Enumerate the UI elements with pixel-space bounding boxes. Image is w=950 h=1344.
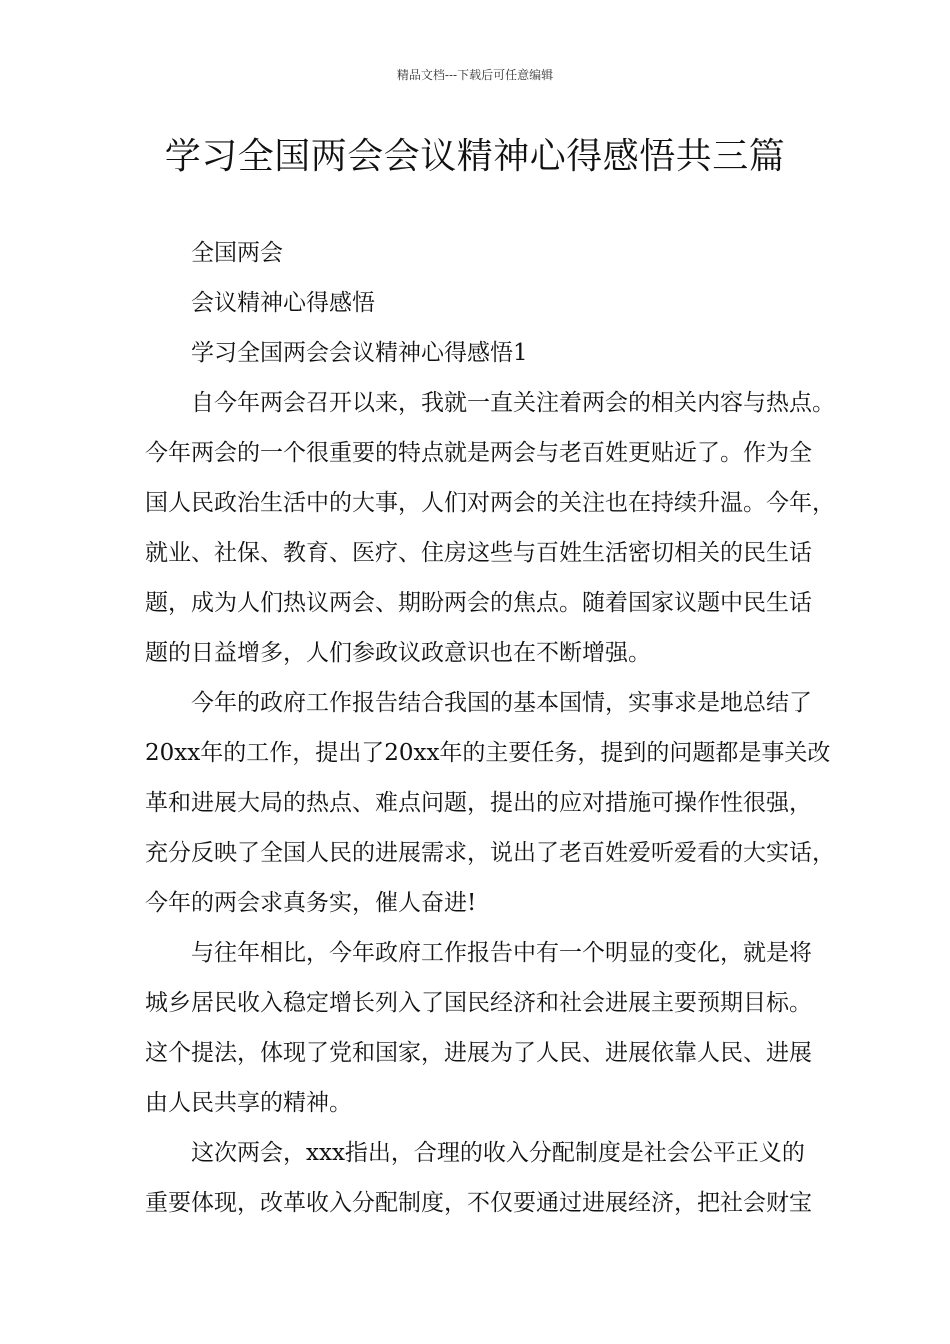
subheading: 会议精神心得感悟 — [191, 290, 375, 316]
paragraph-line: 重要体现，改革收入分配制度，不仅要通过进展经济，把社会财宝 — [145, 1190, 812, 1216]
paragraph-line: 这个提法，体现了党和国家，进展为了人民、进展依靠人民、进展 — [145, 1040, 812, 1066]
subheading: 全国两会 — [191, 240, 283, 266]
paragraph-line: 由人民共享的精神。 — [145, 1090, 352, 1116]
header-note: 精品文档---下载后可任意编辑 — [396, 68, 554, 82]
paragraph-line: 与往年相比，今年政府工作报告中有一个明显的变化，就是将 — [191, 940, 812, 966]
paragraph-line: 就业、社保、教育、医疗、住房这些与百姓生活密切相关的民生话 — [145, 540, 812, 566]
paragraph-line: 今年两会的一个很重要的特点就是两会与老百姓更贴近了。作为全 — [145, 440, 812, 466]
paragraph-line: 今年的两会求真务实，催人奋进! — [145, 890, 477, 916]
paragraph-2 — [145, 678, 835, 928]
paragraph-4 — [145, 1128, 825, 1228]
subheading: 学习全国两会会议精神心得感悟1 — [191, 340, 528, 366]
paragraph-1 — [145, 378, 835, 678]
paragraph-3 — [145, 928, 825, 1128]
paragraph-line: 国人民政治生活中的大事，人们对两会的关注也在持续升温。今年， — [145, 490, 835, 516]
paragraph-line: 20xx年的工作，提出了20xx年的主要任务，提到的问题都是事关改 — [145, 740, 831, 766]
paragraph-line: 今年的政府工作报告结合我国的基本国情，实事求是地总结了 — [191, 690, 812, 716]
paragraph-line: 革和进展大局的热点、难点问题，提出的应对措施可操作性很强， — [145, 790, 812, 816]
paragraph-line: 题，成为人们热议两会、期盼两会的焦点。随着国家议题中民生话 — [145, 590, 812, 616]
document-body — [145, 228, 835, 1228]
paragraph-line: 城乡居民收入稳定增长列入了国民经济和社会进展主要预期目标。 — [145, 990, 812, 1016]
paragraph-line: 自今年两会召开以来，我就一直关注着两会的相关内容与热点。 — [191, 390, 835, 416]
document-title: 学习全国两会会议精神心得感悟共三篇 — [164, 136, 786, 177]
paragraph-line: 这次两会，xxx指出，合理的收入分配制度是社会公平正义的 — [191, 1140, 805, 1166]
paragraph-line: 充分反映了全国人民的进展需求，说出了老百姓爱听爱看的大实话， — [145, 840, 835, 866]
paragraph-line: 题的日益增多，人们参政议政意识也在不断增强。 — [145, 640, 651, 666]
